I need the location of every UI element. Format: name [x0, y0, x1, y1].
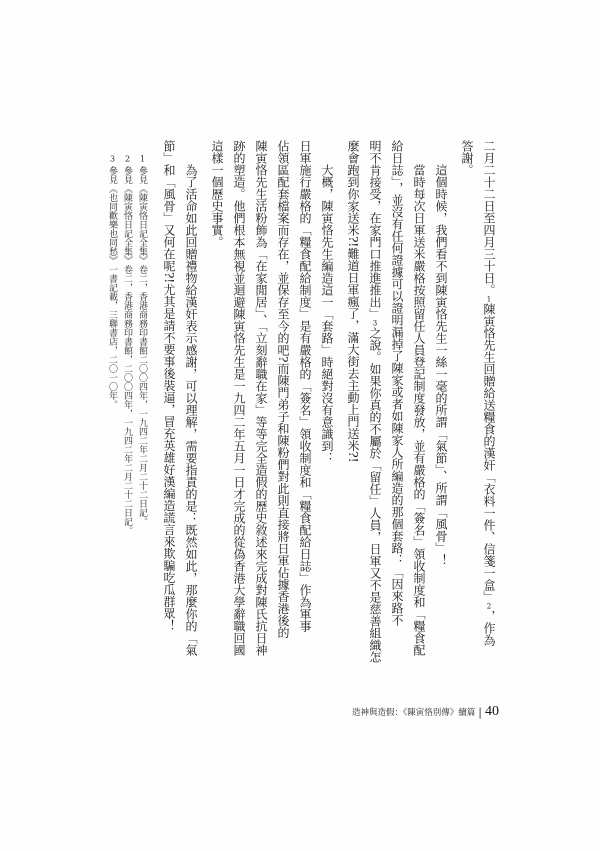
footnote-text: 參見《也同歡樂也同愁》一書記載，三聯書店，二〇一〇年。: [107, 166, 117, 409]
text-column: [481, 140, 497, 686]
text-run: 為了活命如此回贈禮物給漢奸表示感謝，可以理解，需要指責的是：既然如此，那麼你的「氣: [184, 164, 198, 656]
footnote: [137, 155, 148, 575]
text-column: [459, 140, 475, 686]
text-run: ，作為: [482, 610, 496, 646]
text-run: 日軍施行嚴格的「糧食配給制度」是有嚴格的「簽名」領收制度和「糧食配給日誌」作為軍事: [298, 140, 312, 632]
text-run: 跡的塑造。他們根本無視並迴避陳寅恪先生是一九四二年五月一日才完成的從偽香港大學辭職回國: [232, 140, 246, 656]
text-column: [209, 140, 225, 686]
text-column: [389, 140, 405, 686]
text-column: [161, 140, 177, 686]
text-column: [231, 140, 247, 686]
text-column: [253, 140, 269, 686]
text-column: [411, 140, 427, 686]
footnote-text: 參見《陳寅恪日記全集》卷二，香港商務印書館，二〇〇四年，一九四二年二月二十二日記。: [122, 166, 132, 535]
text-column: [297, 140, 313, 686]
footnote-ref: 3: [372, 320, 378, 327]
footnote: [107, 155, 118, 575]
text-run: 二月二十二日至四月三十日。: [482, 140, 496, 296]
footnote-number: 2: [124, 155, 131, 163]
text-run: 當時每次日軍送米嚴格按照留任人員登記制度發放，並有嚴格的「簽名」領收制度和「糧食配: [412, 164, 426, 656]
footnote-number: 1: [139, 155, 146, 163]
footnote-text: 參見《陳寅恪日記全集》卷二，香港商務印書館二〇〇四年，一九四二年二月二十二日記。: [137, 166, 147, 526]
text-run: 佔領區配套檔案而存在，並保存至今的吧?而陳門弟子和陳粉們對此則直接將日軍佔據香港後的: [276, 140, 290, 639]
text-run: 這個時候，我們看不到陳寅恪先生一絲一毫的所謂「氣節」、所謂「風骨」！: [434, 164, 448, 566]
text-run: 這樣一個歷史事實。: [210, 140, 224, 248]
text-run: 節」和「風骨」又何在呢?!尤其是請不要事後裝逼，冒充英雄好漢編造謊言來欺騙吃瓜群眾！: [162, 140, 176, 632]
text-run: 大概，陳寅恪先生編造這一「套路」時絕對沒有意識到：: [320, 164, 334, 464]
footnote: [122, 155, 133, 575]
text-run: 麼會跑到你家送米?!難道日軍瘋了，滿大街去主動上門送米?!: [346, 140, 360, 463]
footnote-ref: 2: [486, 603, 492, 610]
text-run: 陳寅恪先生活粉飾為「在家閒居」、「立刻辭職在家」等等完全造假的歷史敘述來完成對陳氏抗日神: [254, 140, 268, 656]
footer-separator: |: [478, 705, 482, 719]
text-run: 答謝。: [460, 140, 474, 176]
text-column: [275, 140, 291, 686]
text-run: 之說。如果你真的不屬於「留任」人員，日軍又不是慈善組織怎: [368, 327, 382, 663]
text-column: [183, 140, 199, 686]
footnote-ref: 1: [486, 296, 492, 303]
text-run: 陳寅恪先生回贈給送糧食的漢奸「衣料一件、信箋一盒」: [482, 303, 496, 603]
text-column: [345, 140, 361, 686]
page-number: 40: [484, 704, 499, 719]
footnote-number: 3: [109, 155, 116, 163]
text-run: 明不肯接受，在家門口推進推出」: [368, 140, 382, 320]
text-column: [319, 140, 335, 686]
text-column: [367, 140, 383, 686]
text-run: 給日誌」，並沒有任何證據可以證明漏掉了陳家或者如陳家人所編造的那個套路：「因來路不: [390, 140, 404, 626]
text-column: [433, 140, 449, 686]
running-title: 造神與造假：《陳寅恪別傳》續篇: [352, 708, 476, 718]
page-footer: [352, 702, 499, 722]
